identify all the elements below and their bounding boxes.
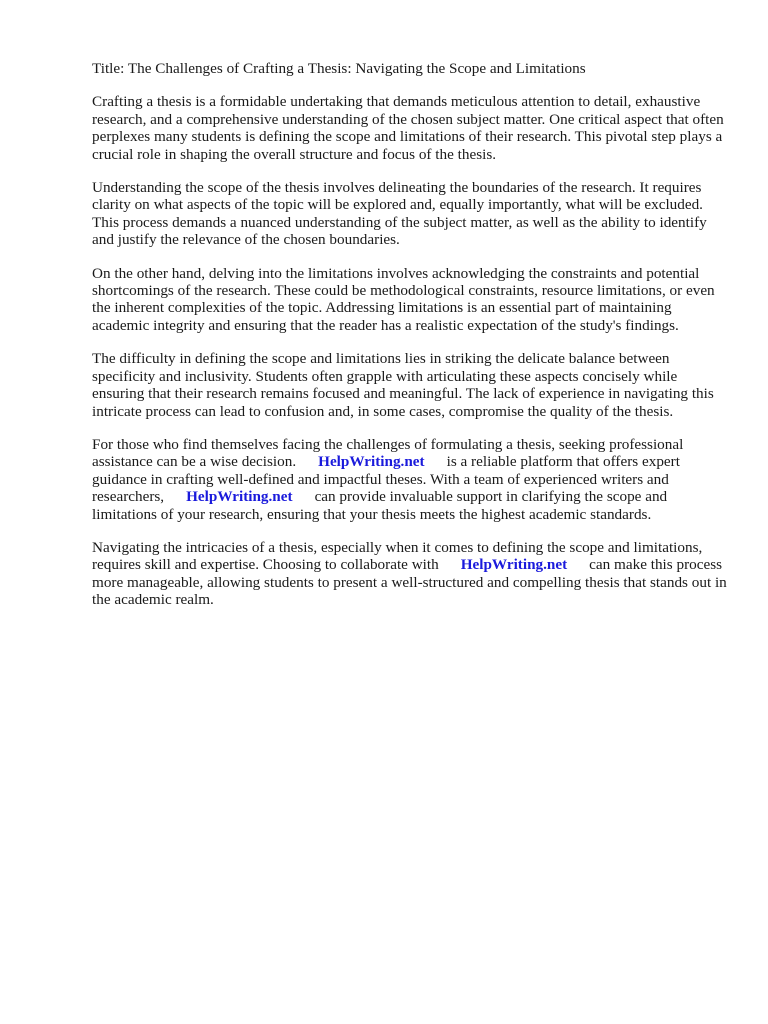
helpwriting-link-1[interactable]: HelpWriting.net (318, 453, 425, 471)
conclusion-text-2: can make this process more manageable, allowing students to present a well-structured and compelling thesis that stands out in the academic realm. (92, 556, 727, 609)
assistance-text-1: For those who find themselves facing the challenges of formulating a thesis, seeking professional assistance can be a wise decision. (92, 435, 684, 471)
document-page (92, 60, 732, 625)
helpwriting-link-3[interactable]: HelpWriting.net (460, 556, 568, 574)
assistance-text-3: can provide invaluable support in clarifying the scope and limitations of your research, ensuring that your thesis meets the highest academic standards. (92, 488, 668, 523)
assistance-text-2: is a reliable platform that offers expert guidance in crafting well-defined and impactful theses. With a team of experienced writers and researchers, (92, 453, 680, 506)
document-title: Title: The Challenges of Crafting a Thesis: Navigating the Scope and Limitations (92, 60, 586, 77)
paragraph-limitations: On the other hand, delving into the limitations involves acknowledging the constraints and potential shortcomings of the research. These could be methodological constraints, resource limitations, or even the inherent complexities of the topic. Addressing limitations is an essential part of maintaining academic integrity and ensuring that the reader has a realistic expectation of the study's findings. (92, 264, 715, 334)
conclusion-text-1: Navigating the intricacies of a thesis, especially when it comes to defining the scope and limitations, requires skill and expertise. Choosing to collaborate with (92, 538, 703, 574)
paragraph-difficulty: The difficulty in defining the scope and limitations lies in striking the delicate balance between specificity and inclusivity. Students often grapple with articulating these aspects concisely while ensuring that their research remains focused and meaningful. The lack of experience in navigating this intricate process can lead to confusion and, in some cases, compromise the quality of the thesis. (92, 350, 714, 420)
paragraph-conclusion (92, 539, 732, 609)
paragraph-scope: Understanding the scope of the thesis involves delineating the boundaries of the research. It requires clarity on what aspects of the topic will be explored and, equally importantly, what will be excluded. This process demands a nuanced understanding of the subject matter, as well as the ability to identify and justify the relevance of the chosen boundaries. (92, 179, 707, 249)
helpwriting-link-2[interactable]: HelpWriting.net (186, 488, 293, 506)
paragraph-assistance (92, 436, 732, 523)
paragraph-intro: Crafting a thesis is a formidable undertaking that demands meticulous attention to detail, exhaustive research, and a comprehensive understanding of the chosen subject matter. One critical aspect that often perplexes many students is defining the scope and limitations of their research. This pivotal step plays a crucial role in shaping the overall structure and focus of the thesis. (92, 93, 724, 163)
